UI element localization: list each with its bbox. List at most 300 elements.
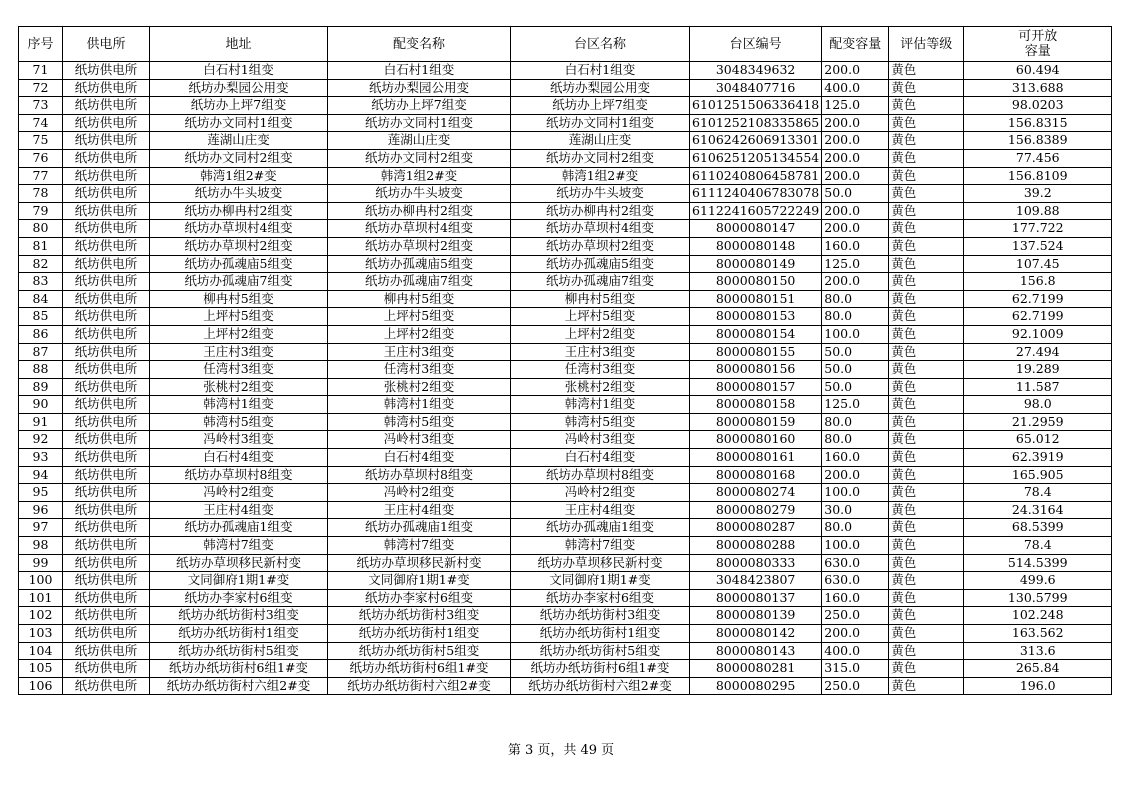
cell-station: 纸坊供电所	[63, 537, 150, 555]
cell-seq: 86	[19, 325, 63, 343]
header-area-name: 台区名称	[511, 27, 690, 62]
cell-area-code: 8000080156	[690, 361, 822, 379]
cell-grade: 黄色	[889, 149, 964, 167]
cell-capacity: 160.0	[822, 237, 889, 255]
cell-area-code: 6112241605722249	[690, 202, 822, 220]
cell-station: 纸坊供电所	[63, 132, 150, 150]
cell-grade: 黄色	[889, 396, 964, 414]
cell-open-capacity: 196.0	[964, 677, 1112, 695]
cell-station: 纸坊供电所	[63, 325, 150, 343]
cell-area-name: 韩湾村1组变	[511, 396, 690, 414]
cell-address: 纸坊办梨园公用变	[150, 79, 328, 97]
cell-seq: 93	[19, 449, 63, 467]
cell-area-code: 8000080159	[690, 413, 822, 431]
header-open-capacity-label: 可开放容量	[1018, 29, 1058, 59]
cell-capacity: 100.0	[822, 484, 889, 502]
table-row	[19, 589, 1112, 607]
cell-area-name: 纸坊办纸坊街村6组1#变	[511, 660, 690, 678]
cell-capacity: 80.0	[822, 519, 889, 537]
cell-area-code: 8000080279	[690, 501, 822, 519]
cell-grade: 黄色	[889, 677, 964, 695]
cell-area-name: 纸坊办纸坊街村3组变	[511, 607, 690, 625]
cell-grade: 黄色	[889, 97, 964, 115]
cell-transformer-name: 纸坊办孤魂庙5组变	[328, 255, 511, 273]
table-row	[19, 290, 1112, 308]
cell-grade: 黄色	[889, 114, 964, 132]
cell-area-code: 8000080147	[690, 220, 822, 238]
cell-open-capacity: 21.2959	[964, 413, 1112, 431]
cell-station: 纸坊供电所	[63, 572, 150, 590]
cell-station: 纸坊供电所	[63, 290, 150, 308]
cell-open-capacity: 177.722	[964, 220, 1112, 238]
cell-area-name: 纸坊办孤魂庙7组变	[511, 273, 690, 291]
cell-station: 纸坊供电所	[63, 466, 150, 484]
cell-open-capacity: 156.8315	[964, 114, 1112, 132]
cell-open-capacity: 98.0	[964, 396, 1112, 414]
cell-address: 纸坊办上坪7组变	[150, 97, 328, 115]
cell-grade: 黄色	[889, 607, 964, 625]
cell-open-capacity: 163.562	[964, 625, 1112, 643]
cell-transformer-name: 上坪村2组变	[328, 325, 511, 343]
cell-seq: 94	[19, 466, 63, 484]
cell-area-code: 6106251205134554	[690, 149, 822, 167]
cell-station: 纸坊供电所	[63, 185, 150, 203]
cell-grade: 黄色	[889, 449, 964, 467]
table-row	[19, 167, 1112, 185]
cell-open-capacity: 156.8109	[964, 167, 1112, 185]
cell-capacity: 200.0	[822, 114, 889, 132]
cell-seq: 101	[19, 589, 63, 607]
page-footer: 第 3 页，共 49 页	[507, 743, 615, 758]
cell-capacity: 200.0	[822, 62, 889, 80]
cell-address: 纸坊办李家村6组变	[150, 589, 328, 607]
cell-transformer-name: 冯岭村3组变	[328, 431, 511, 449]
cell-grade: 黄色	[889, 378, 964, 396]
cell-area-code: 3048407716	[690, 79, 822, 97]
cell-transformer-name: 白石村1组变	[328, 62, 511, 80]
cell-capacity: 400.0	[822, 79, 889, 97]
cell-area-code: 8000080150	[690, 273, 822, 291]
header-address: 地址	[150, 27, 328, 62]
table-row	[19, 114, 1112, 132]
cell-grade: 黄色	[889, 185, 964, 203]
cell-area-name: 纸坊办草坝移民新村变	[511, 554, 690, 572]
cell-transformer-name: 纸坊办梨园公用变	[328, 79, 511, 97]
cell-station: 纸坊供电所	[63, 396, 150, 414]
cell-open-capacity: 313.688	[964, 79, 1112, 97]
cell-area-name: 纸坊办纸坊街村1组变	[511, 625, 690, 643]
cell-grade: 黄色	[889, 132, 964, 150]
cell-area-name: 纸坊办柳冉村2组变	[511, 202, 690, 220]
cell-open-capacity: 39.2	[964, 185, 1112, 203]
cell-seq: 98	[19, 537, 63, 555]
cell-grade: 黄色	[889, 554, 964, 572]
cell-seq: 106	[19, 677, 63, 695]
table-row	[19, 255, 1112, 273]
cell-open-capacity: 499.6	[964, 572, 1112, 590]
table-row	[19, 519, 1112, 537]
cell-address: 纸坊办草坝村4组变	[150, 220, 328, 238]
cell-seq: 100	[19, 572, 63, 590]
cell-area-name: 韩湾村7组变	[511, 537, 690, 555]
cell-transformer-name: 纸坊办文同村2组变	[328, 149, 511, 167]
cell-open-capacity: 98.0203	[964, 97, 1112, 115]
cell-station: 纸坊供电所	[63, 220, 150, 238]
cell-area-code: 8000080157	[690, 378, 822, 396]
cell-transformer-name: 韩湾村7组变	[328, 537, 511, 555]
table-row	[19, 325, 1112, 343]
cell-area-name: 上坪村5组变	[511, 308, 690, 326]
cell-seq: 85	[19, 308, 63, 326]
cell-seq: 105	[19, 660, 63, 678]
cell-capacity: 200.0	[822, 132, 889, 150]
cell-capacity: 315.0	[822, 660, 889, 678]
cell-station: 纸坊供电所	[63, 554, 150, 572]
cell-grade: 黄色	[889, 660, 964, 678]
cell-area-code: 8000080143	[690, 642, 822, 660]
table-row	[19, 79, 1112, 97]
cell-transformer-name: 冯岭村2组变	[328, 484, 511, 502]
cell-area-name: 纸坊办文同村1组变	[511, 114, 690, 132]
table-row	[19, 62, 1112, 80]
cell-open-capacity: 102.248	[964, 607, 1112, 625]
cell-address: 韩湾村5组变	[150, 413, 328, 431]
cell-seq: 74	[19, 114, 63, 132]
cell-area-name: 冯岭村3组变	[511, 431, 690, 449]
cell-transformer-name: 纸坊办纸坊街村5组变	[328, 642, 511, 660]
cell-area-name: 纸坊办草坝村4组变	[511, 220, 690, 238]
cell-seq: 102	[19, 607, 63, 625]
cell-seq: 92	[19, 431, 63, 449]
cell-grade: 黄色	[889, 202, 964, 220]
cell-capacity: 400.0	[822, 642, 889, 660]
cell-open-capacity: 313.6	[964, 642, 1112, 660]
cell-area-name: 纸坊办牛头坡变	[511, 185, 690, 203]
cell-address: 纸坊办牛头坡变	[150, 185, 328, 203]
cell-grade: 黄色	[889, 290, 964, 308]
cell-station: 纸坊供电所	[63, 273, 150, 291]
cell-open-capacity: 130.5799	[964, 589, 1112, 607]
cell-grade: 黄色	[889, 625, 964, 643]
cell-seq: 77	[19, 167, 63, 185]
cell-grade: 黄色	[889, 167, 964, 185]
cell-address: 冯岭村3组变	[150, 431, 328, 449]
cell-open-capacity: 156.8	[964, 273, 1112, 291]
cell-capacity: 30.0	[822, 501, 889, 519]
cell-area-code: 6101252108335865	[690, 114, 822, 132]
cell-address: 上坪村5组变	[150, 308, 328, 326]
cell-seq: 82	[19, 255, 63, 273]
header-capacity: 配变容量	[822, 27, 889, 62]
table-row	[19, 308, 1112, 326]
cell-open-capacity: 78.4	[964, 484, 1112, 502]
cell-area-name: 莲湖山庄变	[511, 132, 690, 150]
cell-grade: 黄色	[889, 308, 964, 326]
cell-seq: 97	[19, 519, 63, 537]
cell-open-capacity: 65.012	[964, 431, 1112, 449]
cell-transformer-name: 张桃村2组变	[328, 378, 511, 396]
cell-address: 韩湾村7组变	[150, 537, 328, 555]
cell-address: 纸坊办纸坊街村1组变	[150, 625, 328, 643]
cell-area-name: 纸坊办孤魂庙5组变	[511, 255, 690, 273]
header-seq: 序号	[19, 27, 63, 62]
cell-address: 纸坊办纸坊街村3组变	[150, 607, 328, 625]
cell-grade: 黄色	[889, 343, 964, 361]
table-body	[19, 62, 1112, 695]
cell-transformer-name: 王庄村4组变	[328, 501, 511, 519]
cell-address: 白石村4组变	[150, 449, 328, 467]
cell-area-code: 8000080151	[690, 290, 822, 308]
data-table	[18, 26, 1112, 695]
cell-address: 纸坊办孤魂庙1组变	[150, 519, 328, 537]
cell-station: 纸坊供电所	[63, 255, 150, 273]
cell-seq: 96	[19, 501, 63, 519]
cell-transformer-name: 白石村4组变	[328, 449, 511, 467]
cell-area-name: 纸坊办上坪7组变	[511, 97, 690, 115]
cell-seq: 75	[19, 132, 63, 150]
cell-area-name: 纸坊办草坝村8组变	[511, 466, 690, 484]
cell-grade: 黄色	[889, 642, 964, 660]
cell-capacity: 200.0	[822, 466, 889, 484]
cell-area-code: 8000080333	[690, 554, 822, 572]
cell-station: 纸坊供电所	[63, 167, 150, 185]
cell-transformer-name: 韩湾1组2#变	[328, 167, 511, 185]
cell-capacity: 200.0	[822, 273, 889, 291]
cell-address: 纸坊办孤魂庙5组变	[150, 255, 328, 273]
cell-seq: 72	[19, 79, 63, 97]
cell-area-code: 8000080281	[690, 660, 822, 678]
cell-open-capacity: 11.587	[964, 378, 1112, 396]
cell-transformer-name: 王庄村3组变	[328, 343, 511, 361]
table-row	[19, 677, 1112, 695]
cell-area-code: 8000080295	[690, 677, 822, 695]
cell-area-name: 纸坊办纸坊街村六组2#变	[511, 677, 690, 695]
cell-transformer-name: 纸坊办纸坊街村3组变	[328, 607, 511, 625]
cell-address: 纸坊办孤魂庙7组变	[150, 273, 328, 291]
cell-open-capacity: 137.524	[964, 237, 1112, 255]
cell-area-code: 8000080142	[690, 625, 822, 643]
cell-address: 任湾村3组变	[150, 361, 328, 379]
table-row	[19, 642, 1112, 660]
cell-address: 白石村1组变	[150, 62, 328, 80]
cell-station: 纸坊供电所	[63, 607, 150, 625]
cell-grade: 黄色	[889, 484, 964, 502]
cell-capacity: 250.0	[822, 677, 889, 695]
table-row	[19, 554, 1112, 572]
cell-station: 纸坊供电所	[63, 677, 150, 695]
table-row	[19, 378, 1112, 396]
cell-transformer-name: 纸坊办文同村1组变	[328, 114, 511, 132]
cell-address: 韩湾村1组变	[150, 396, 328, 414]
cell-area-code: 8000080288	[690, 537, 822, 555]
header-open-capacity	[964, 27, 1112, 62]
cell-transformer-name: 纸坊办草坝村4组变	[328, 220, 511, 238]
cell-transformer-name: 韩湾村1组变	[328, 396, 511, 414]
cell-station: 纸坊供电所	[63, 378, 150, 396]
cell-transformer-name: 纸坊办孤魂庙7组变	[328, 273, 511, 291]
cell-grade: 黄色	[889, 255, 964, 273]
header-transformer-name: 配变名称	[328, 27, 511, 62]
table-row	[19, 97, 1112, 115]
cell-station: 纸坊供电所	[63, 62, 150, 80]
cell-open-capacity: 24.3164	[964, 501, 1112, 519]
table-row	[19, 484, 1112, 502]
table-row	[19, 396, 1112, 414]
table-row	[19, 572, 1112, 590]
cell-transformer-name: 上坪村5组变	[328, 308, 511, 326]
table-row	[19, 607, 1112, 625]
cell-area-code: 8000080168	[690, 466, 822, 484]
cell-capacity: 630.0	[822, 572, 889, 590]
cell-grade: 黄色	[889, 237, 964, 255]
cell-capacity: 125.0	[822, 255, 889, 273]
cell-station: 纸坊供电所	[63, 431, 150, 449]
cell-seq: 73	[19, 97, 63, 115]
cell-area-code: 8000080153	[690, 308, 822, 326]
cell-capacity: 100.0	[822, 325, 889, 343]
cell-area-code: 8000080154	[690, 325, 822, 343]
cell-capacity: 160.0	[822, 449, 889, 467]
table-row	[19, 625, 1112, 643]
cell-area-name: 柳冉村5组变	[511, 290, 690, 308]
cell-open-capacity: 68.5399	[964, 519, 1112, 537]
cell-address: 王庄村3组变	[150, 343, 328, 361]
cell-open-capacity: 19.289	[964, 361, 1112, 379]
cell-capacity: 160.0	[822, 589, 889, 607]
cell-area-code: 8000080161	[690, 449, 822, 467]
cell-open-capacity: 265.84	[964, 660, 1112, 678]
table-row	[19, 220, 1112, 238]
cell-area-name: 任湾村3组变	[511, 361, 690, 379]
cell-address: 纸坊办纸坊街村5组变	[150, 642, 328, 660]
cell-area-name: 王庄村3组变	[511, 343, 690, 361]
cell-capacity: 80.0	[822, 431, 889, 449]
cell-transformer-name: 韩湾村5组变	[328, 413, 511, 431]
cell-area-code: 6106242606913301	[690, 132, 822, 150]
cell-station: 纸坊供电所	[63, 625, 150, 643]
cell-area-name: 韩湾1组2#变	[511, 167, 690, 185]
cell-open-capacity: 92.1009	[964, 325, 1112, 343]
cell-station: 纸坊供电所	[63, 484, 150, 502]
cell-address: 纸坊办草坝村2组变	[150, 237, 328, 255]
cell-station: 纸坊供电所	[63, 413, 150, 431]
cell-seq: 78	[19, 185, 63, 203]
cell-seq: 81	[19, 237, 63, 255]
cell-area-name: 纸坊办草坝村2组变	[511, 237, 690, 255]
cell-area-code: 6101251506336418	[690, 97, 822, 115]
table-row	[19, 537, 1112, 555]
cell-capacity: 50.0	[822, 361, 889, 379]
cell-capacity: 200.0	[822, 220, 889, 238]
cell-seq: 71	[19, 62, 63, 80]
cell-station: 纸坊供电所	[63, 79, 150, 97]
cell-address: 纸坊办文同村1组变	[150, 114, 328, 132]
cell-area-code: 8000080274	[690, 484, 822, 502]
cell-area-name: 韩湾村5组变	[511, 413, 690, 431]
cell-grade: 黄色	[889, 79, 964, 97]
cell-address: 上坪村2组变	[150, 325, 328, 343]
cell-station: 纸坊供电所	[63, 501, 150, 519]
cell-transformer-name: 柳冉村5组变	[328, 290, 511, 308]
cell-seq: 76	[19, 149, 63, 167]
cell-grade: 黄色	[889, 413, 964, 431]
cell-seq: 79	[19, 202, 63, 220]
header-area-code: 台区编号	[690, 27, 822, 62]
cell-open-capacity: 27.494	[964, 343, 1112, 361]
cell-capacity: 125.0	[822, 396, 889, 414]
table-row	[19, 149, 1112, 167]
cell-grade: 黄色	[889, 361, 964, 379]
table-row	[19, 413, 1112, 431]
cell-area-name: 王庄村4组变	[511, 501, 690, 519]
cell-seq: 90	[19, 396, 63, 414]
cell-grade: 黄色	[889, 501, 964, 519]
cell-transformer-name: 任湾村3组变	[328, 361, 511, 379]
cell-address: 冯岭村2组变	[150, 484, 328, 502]
header-grade: 评估等级	[889, 27, 964, 62]
cell-address: 莲湖山庄变	[150, 132, 328, 150]
cell-grade: 黄色	[889, 466, 964, 484]
cell-seq: 89	[19, 378, 63, 396]
cell-open-capacity: 156.8389	[964, 132, 1112, 150]
cell-capacity: 250.0	[822, 607, 889, 625]
table-row	[19, 185, 1112, 203]
cell-capacity: 200.0	[822, 149, 889, 167]
cell-address: 纸坊办草坝移民新村变	[150, 554, 328, 572]
cell-transformer-name: 纸坊办草坝村2组变	[328, 237, 511, 255]
cell-open-capacity: 78.4	[964, 537, 1112, 555]
cell-address: 张桃村2组变	[150, 378, 328, 396]
cell-open-capacity: 60.494	[964, 62, 1112, 80]
cell-capacity: 125.0	[822, 97, 889, 115]
cell-seq: 95	[19, 484, 63, 502]
cell-grade: 黄色	[889, 589, 964, 607]
cell-station: 纸坊供电所	[63, 361, 150, 379]
cell-area-name: 上坪村2组变	[511, 325, 690, 343]
cell-grade: 黄色	[889, 325, 964, 343]
cell-transformer-name: 纸坊办纸坊街村六组2#变	[328, 677, 511, 695]
table-row	[19, 132, 1112, 150]
cell-transformer-name: 纸坊办草坝村8组变	[328, 466, 511, 484]
cell-station: 纸坊供电所	[63, 308, 150, 326]
header-station: 供电所	[63, 27, 150, 62]
table-row	[19, 431, 1112, 449]
cell-capacity: 50.0	[822, 343, 889, 361]
cell-area-code: 6111240406783078	[690, 185, 822, 203]
cell-capacity: 80.0	[822, 290, 889, 308]
cell-address: 柳冉村5组变	[150, 290, 328, 308]
cell-seq: 87	[19, 343, 63, 361]
cell-grade: 黄色	[889, 519, 964, 537]
cell-open-capacity: 109.88	[964, 202, 1112, 220]
cell-area-name: 纸坊办李家村6组变	[511, 589, 690, 607]
table-row	[19, 660, 1112, 678]
cell-station: 纸坊供电所	[63, 589, 150, 607]
cell-area-name: 纸坊办纸坊街村5组变	[511, 642, 690, 660]
cell-area-name: 纸坊办文同村2组变	[511, 149, 690, 167]
cell-grade: 黄色	[889, 431, 964, 449]
table-row	[19, 466, 1112, 484]
cell-seq: 99	[19, 554, 63, 572]
header-row	[19, 27, 1112, 62]
cell-station: 纸坊供电所	[63, 114, 150, 132]
cell-capacity: 50.0	[822, 185, 889, 203]
cell-grade: 黄色	[889, 537, 964, 555]
cell-transformer-name: 纸坊办上坪7组变	[328, 97, 511, 115]
cell-address: 纸坊办纸坊街村六组2#变	[150, 677, 328, 695]
cell-transformer-name: 纸坊办柳冉村2组变	[328, 202, 511, 220]
table-row	[19, 449, 1112, 467]
